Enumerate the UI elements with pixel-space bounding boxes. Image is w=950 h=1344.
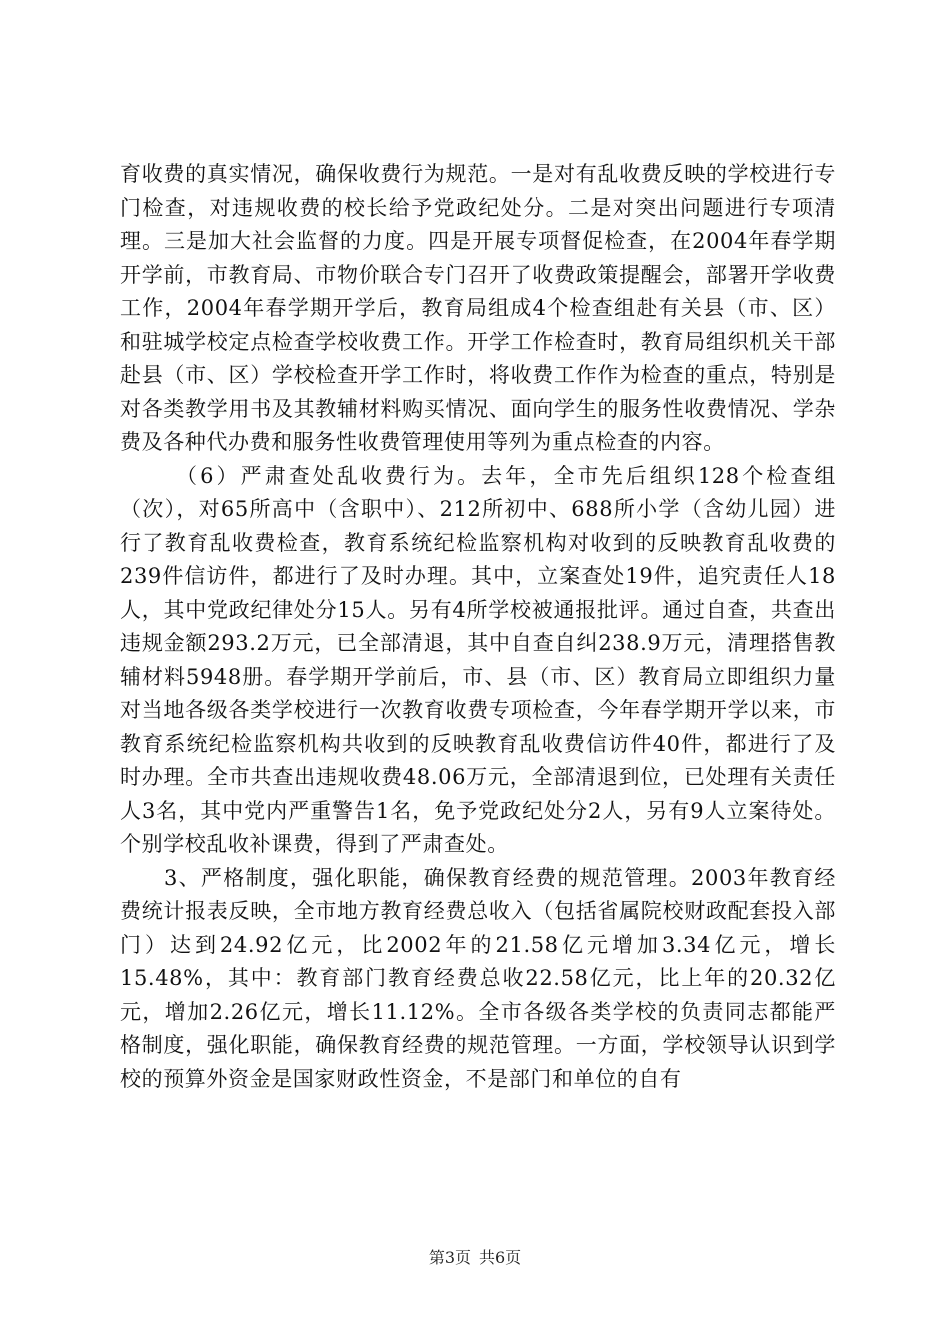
page-footer bbox=[0, 1246, 950, 1270]
paragraph-continuation: 育收费的真实情况，确保收费行为规范。一是对有乱收费反映的学校进行专门检查，对违规收费的校长给予党政纪处分。二是对突出问题进行专项清理。三是加大社会监督的力度。四是开展专项督促检查，在2004年春学期开学前，市教育局、市物价联合专门召开了收费政策提醒会，部署开学收费工作，2004年春学期开学后，教育局组成4个检查组赴有关县（市、区）和驻城学校定点检查学校收费工作。开学工作检查时，教育局组织机关干部赴县（市、区）学校检查开学工作时，将收费工作作为检查的重点，特别是对各类教学用书及其教辅材料购买情况、面向学生的服务性收费情况、学杂费及各种代办费和服务性收费管理使用等列为重点检查的内容。 bbox=[120, 162, 836, 454]
document-body bbox=[120, 158, 836, 1096]
paragraph-item-6: （6）严肃查处乱收费行为。去年，全市先后组织128个检查组（次），对65所高中（含职中）、212所初中、688所小学（含幼儿园）进行了教育乱收费检查，教育系统纪检监察机构对收到的反映教育乱收费的239件信访件，都进行了及时办理。其中，立案查处19件，追究责任人18人，其中党政纪律处分15人。另有4所学校被通报批评。通过自查，共查出违规金额293.2万元，已全部清退，其中自查自纠238.9万元，清理搭售教辅材料5948册。春学期开学前后，市、县（市、区）教育局立即组织力量对当地各级各类学校进行一次教育收费专项检查，今年春学期开学以来，市教育系统纪检监察机构共收到的反映教育乱收费信访件40件，都进行了及时办理。全市共查出违规收费48.06万元，全部清退到位，已处理有关责任人3名，其中党内严重警告1名，免予党政纪处分2人，另有9人立案待处。个别学校乱收补课费，得到了严肃查处。 bbox=[120, 463, 836, 856]
page-total: 共6页 bbox=[479, 1248, 522, 1267]
paragraph-section-3: 3、严格制度，强化职能，确保教育经费的规范管理。2003年教育经费统计报表反映，全市地方教育经费总收入（包括省属院校财政配套投入部门）达到24.92亿元，比2002年的21.58亿元增加3.34亿元，增长15.48%，其中：教育部门教育经费总收22.58亿元，比上年的20.32亿元，增加2.26亿元，增长11.12%。全市各级各类学校的负责同志都能严格制度，强化职能，确保教育经费的规范管理。一方面，学校领导认识到学校的预算外资金是国家财政性资金，不是部门和单位的自有 bbox=[120, 865, 836, 1091]
page-number: 第3页 bbox=[428, 1248, 471, 1267]
